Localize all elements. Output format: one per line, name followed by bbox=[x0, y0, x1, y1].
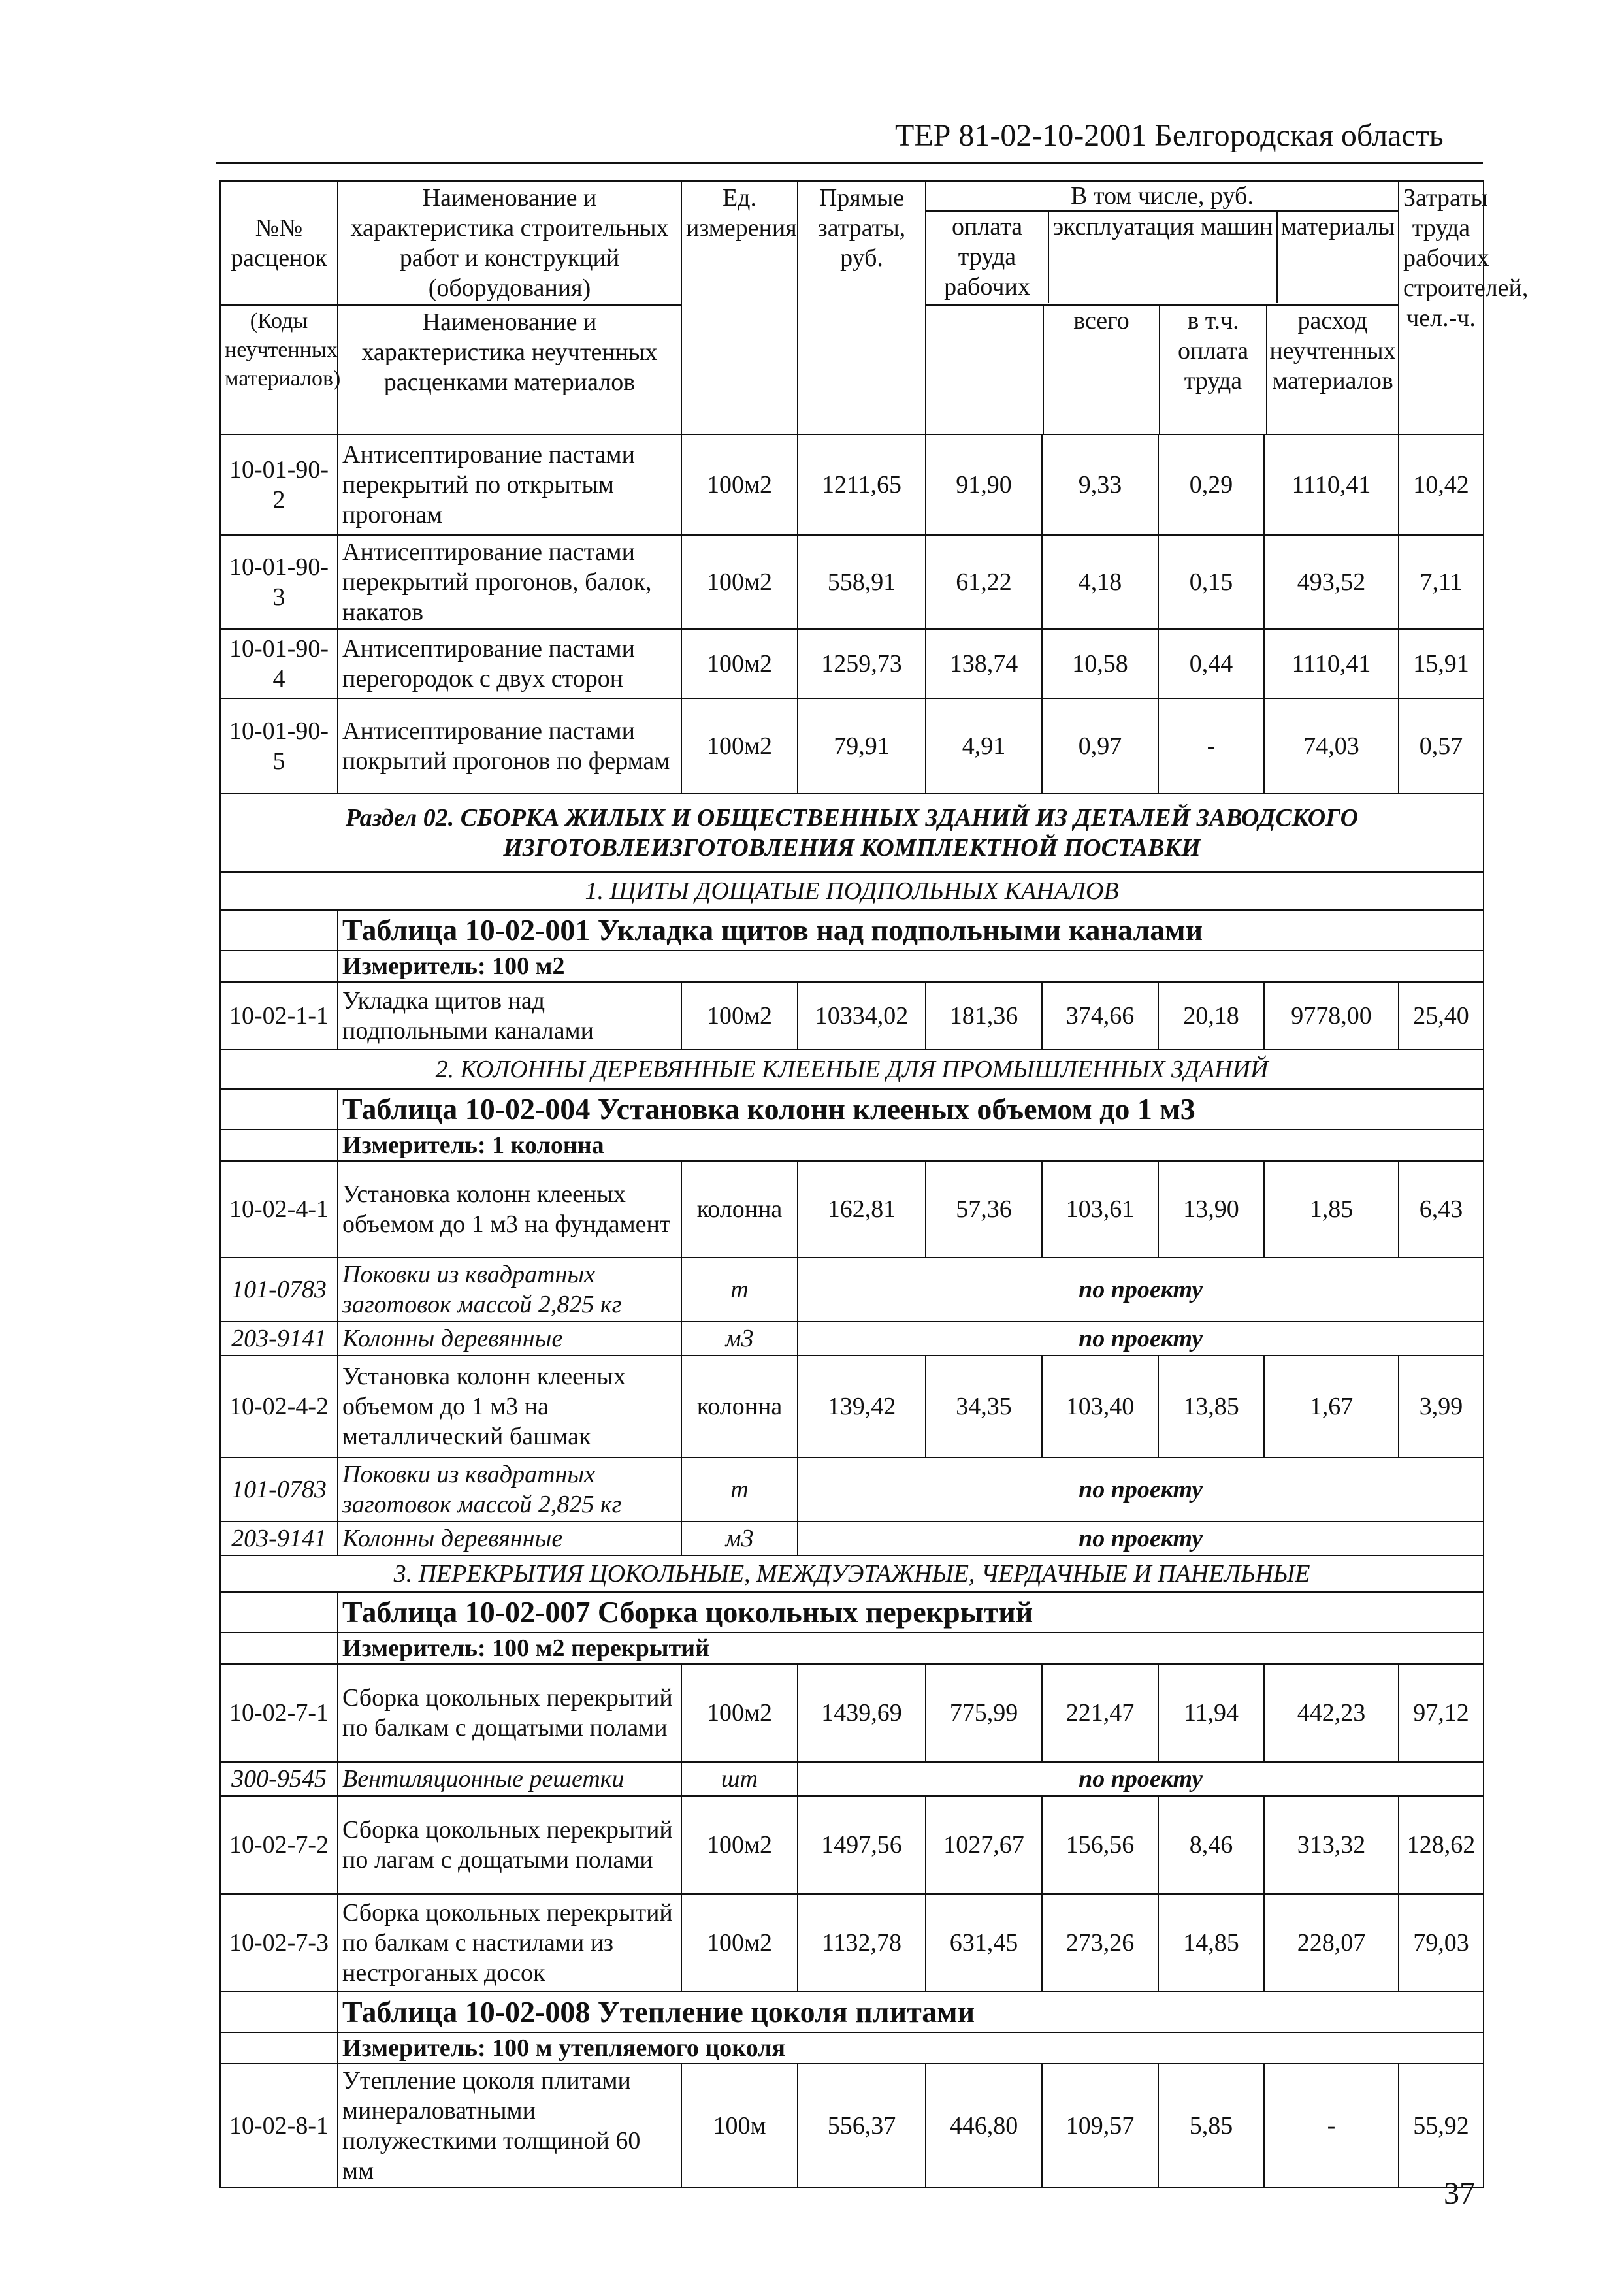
header-rule bbox=[216, 162, 1483, 164]
table-row bbox=[220, 982, 1484, 1050]
row-name: Антисептирование пастами перекрытий прогонов, балок, накатов bbox=[338, 535, 681, 629]
row-unit: 100м2 bbox=[681, 698, 798, 794]
col-consumption: расход неучтенных материалов bbox=[1269, 307, 1396, 395]
col-materials: материалы bbox=[1280, 213, 1395, 240]
material-unit: м3 bbox=[681, 1521, 798, 1555]
row-machines: 103,61 bbox=[1042, 1161, 1158, 1258]
row-materials: 313,32 bbox=[1264, 1796, 1399, 1894]
material-name: Поковки из квадратных заготовок массой 2,825 кг bbox=[338, 1258, 681, 1322]
row-name: Антисептирование пастами покрытий прогонов по фермам bbox=[338, 698, 681, 794]
row-machines: 156,56 bbox=[1042, 1796, 1158, 1894]
row-unit: 100м bbox=[681, 2064, 798, 2188]
table-row bbox=[220, 1161, 1484, 1258]
table-row bbox=[220, 698, 1484, 794]
row-machines-wage: 0,29 bbox=[1158, 434, 1264, 535]
row-name: Укладка щитов над подпольными каналами bbox=[338, 982, 681, 1050]
col-name: Наименование и характеристика строительных работ и конструкций (оборудования) bbox=[338, 181, 681, 305]
material-code: 203-9141 bbox=[220, 1322, 338, 1356]
row-machines-wage: 0,44 bbox=[1158, 629, 1264, 698]
material-note: по проекту bbox=[798, 1258, 1484, 1322]
col-included-group bbox=[926, 181, 1399, 305]
row-direct: 1497,56 bbox=[798, 1796, 926, 1894]
material-unit: м3 bbox=[681, 1322, 798, 1356]
col-code: №№ расценок bbox=[220, 181, 338, 305]
row-wage: 181,36 bbox=[926, 982, 1042, 1050]
row-code: 10-02-4-1 bbox=[220, 1161, 338, 1258]
measure-unit: Измеритель: 100 м2 bbox=[338, 951, 1484, 982]
row-labor: 97,12 bbox=[1399, 1664, 1484, 1762]
material-code: 300-9545 bbox=[220, 1762, 338, 1796]
material-row bbox=[220, 1521, 1484, 1555]
row-machines: 273,26 bbox=[1042, 1894, 1158, 1992]
table-row bbox=[220, 1356, 1484, 1457]
table-row bbox=[220, 2064, 1484, 2188]
row-machines: 9,33 bbox=[1042, 434, 1158, 535]
col-direct: Прямые затраты, руб. bbox=[798, 181, 926, 434]
row-direct: 558,91 bbox=[798, 535, 926, 629]
table-title: Таблица 10-02-007 Сборка цокольных перекрытий bbox=[338, 1592, 1484, 1633]
row-materials: 1,85 bbox=[1264, 1161, 1399, 1258]
row-machines-wage: 11,94 bbox=[1158, 1664, 1264, 1762]
row-materials: 9778,00 bbox=[1264, 982, 1399, 1050]
row-materials: 228,07 bbox=[1264, 1894, 1399, 1992]
row-code: 10-01-90-3 bbox=[220, 535, 338, 629]
measure-unit: Измеритель: 100 м2 перекрытий bbox=[338, 1633, 1484, 1664]
col-code-2: (Коды неучтенных материалов) bbox=[220, 305, 338, 434]
col-labor: Затраты труда рабочих строителей, чел.-ч. bbox=[1399, 181, 1484, 434]
material-name: Колонны деревянные bbox=[338, 1322, 681, 1356]
row-machines-wage: - bbox=[1158, 698, 1264, 794]
row-machines-wage: 20,18 bbox=[1158, 982, 1264, 1050]
row-wage: 775,99 bbox=[926, 1664, 1042, 1762]
col-total: всего bbox=[1044, 306, 1160, 434]
row-labor: 7,11 bbox=[1399, 535, 1484, 629]
section-title: Раздел 02. СБОРКА ЖИЛЫХ И ОБЩЕСТВЕННЫХ ЗДАНИЙ ИЗ ДЕТАЛЕЙ ЗАВОДСКОГО ИЗГОТОВЛЕИЗГОТОВЛЕНИЯ КОМПЛЕКТНОЙ ПОСТАВКИ bbox=[220, 794, 1484, 872]
row-direct: 1259,73 bbox=[798, 629, 926, 698]
col-wage: оплата труда рабочих bbox=[926, 212, 1049, 303]
row-labor: 0,57 bbox=[1399, 698, 1484, 794]
row-machines-wage: 13,90 bbox=[1158, 1161, 1264, 1258]
row-code: 10-02-7-2 bbox=[220, 1796, 338, 1894]
row-labor: 55,92 bbox=[1399, 2064, 1484, 2188]
row-machines: 4,18 bbox=[1042, 535, 1158, 629]
row-name: Сборка цокольных перекрытий по балкам с настилами из нестроганых досок bbox=[338, 1894, 681, 1992]
table-row bbox=[220, 535, 1484, 629]
material-unit: т bbox=[681, 1258, 798, 1322]
row-wage: 91,90 bbox=[926, 434, 1042, 535]
row-labor: 15,91 bbox=[1399, 629, 1484, 698]
row-direct: 1132,78 bbox=[798, 1894, 926, 1992]
document-header: ТЕР 81-02-10-2001 Белгородская область bbox=[895, 118, 1444, 153]
row-code: 10-02-7-1 bbox=[220, 1664, 338, 1762]
row-direct: 79,91 bbox=[798, 698, 926, 794]
row-name: Сборка цокольных перекрытий по лагам с дощатыми полами bbox=[338, 1796, 681, 1894]
table-title: Таблица 10-02-004 Установка колонн клееных объемом до 1 м3 bbox=[338, 1089, 1484, 1130]
row-direct: 139,42 bbox=[798, 1356, 926, 1457]
row-wage: 61,22 bbox=[926, 535, 1042, 629]
row-wage: 34,35 bbox=[926, 1356, 1042, 1457]
col-included: В том числе, руб. bbox=[926, 182, 1398, 212]
row-code: 10-01-90-2 bbox=[220, 434, 338, 535]
material-note: по проекту bbox=[798, 1762, 1484, 1796]
material-row bbox=[220, 1457, 1484, 1521]
row-unit: 100м2 bbox=[681, 1894, 798, 1992]
row-name: Антисептирование пастами перекрытий по открытым прогонам bbox=[338, 434, 681, 535]
row-unit: 100м2 bbox=[681, 1796, 798, 1894]
row-labor: 79,03 bbox=[1399, 1894, 1484, 1992]
row-name: Утепление цоколя плитами минераловатными полужесткими толщиной 60 мм bbox=[338, 2064, 681, 2188]
row-labor: 25,40 bbox=[1399, 982, 1484, 1050]
row-materials: 1110,41 bbox=[1264, 434, 1399, 535]
row-materials: 1110,41 bbox=[1264, 629, 1399, 698]
row-unit: колонна bbox=[681, 1356, 798, 1457]
row-direct: 162,81 bbox=[798, 1161, 926, 1258]
row-machines: 374,66 bbox=[1042, 982, 1158, 1050]
material-note: по проекту bbox=[798, 1322, 1484, 1356]
row-machines: 221,47 bbox=[1042, 1664, 1158, 1762]
material-note: по проекту bbox=[798, 1457, 1484, 1521]
material-name: Вентиляционные решетки bbox=[338, 1762, 681, 1796]
row-machines: 103,40 bbox=[1042, 1356, 1158, 1457]
row-machines: 109,57 bbox=[1042, 2064, 1158, 2188]
col-incl-wage: в т.ч. оплата труда bbox=[1160, 306, 1267, 434]
row-name: Установка колонн клееных объемом до 1 м3 на металлический башмак bbox=[338, 1356, 681, 1457]
table-row bbox=[220, 1894, 1484, 1992]
row-machines: 10,58 bbox=[1042, 629, 1158, 698]
row-materials: - bbox=[1264, 2064, 1399, 2188]
subsection-title: 1. ЩИТЫ ДОЩАТЫЕ ПОДПОЛЬНЫХ КАНАЛОВ bbox=[220, 872, 1484, 910]
row-machines: 0,97 bbox=[1042, 698, 1158, 794]
material-row bbox=[220, 1322, 1484, 1356]
material-code: 203-9141 bbox=[220, 1521, 338, 1555]
row-code: 10-02-8-1 bbox=[220, 2064, 338, 2188]
table-row bbox=[220, 629, 1484, 698]
col-unit: Ед. измерения bbox=[681, 181, 798, 434]
row-name: Сборка цокольных перекрытий по балкам с дощатыми полами bbox=[338, 1664, 681, 1762]
row-labor: 128,62 bbox=[1399, 1796, 1484, 1894]
row-unit: 100м2 bbox=[681, 1664, 798, 1762]
subsection-title: 2. КОЛОННЫ ДЕРЕВЯННЫЕ КЛЕЕНЫЕ ДЛЯ ПРОМЫШЛЕННЫХ ЗДАНИЙ bbox=[220, 1050, 1484, 1089]
table-row bbox=[220, 1796, 1484, 1894]
row-wage: 1027,67 bbox=[926, 1796, 1042, 1894]
row-direct: 556,37 bbox=[798, 2064, 926, 2188]
material-name: Поковки из квадратных заготовок массой 2,825 кг bbox=[338, 1457, 681, 1521]
material-row bbox=[220, 1762, 1484, 1796]
row-code: 10-02-1-1 bbox=[220, 982, 338, 1050]
row-code: 10-01-90-4 bbox=[220, 629, 338, 698]
row-direct: 10334,02 bbox=[798, 982, 926, 1050]
col-machines: эксплуатация машин bbox=[1049, 212, 1278, 303]
page-number: 37 bbox=[1444, 2176, 1475, 2211]
row-materials: 493,52 bbox=[1264, 535, 1399, 629]
measure-unit: Измеритель: 100 м утепляемого цоколя bbox=[338, 2032, 1484, 2064]
table-row bbox=[220, 1664, 1484, 1762]
material-note: по проекту bbox=[798, 1521, 1484, 1555]
row-machines-wage: 8,46 bbox=[1158, 1796, 1264, 1894]
row-name: Антисептирование пастами перегородок с двух сторон bbox=[338, 629, 681, 698]
row-name: Установка колонн клееных объемом до 1 м3 на фундамент bbox=[338, 1161, 681, 1258]
table-title: Таблица 10-02-008 Утепление цоколя плитами bbox=[338, 1992, 1484, 2032]
row-wage: 57,36 bbox=[926, 1161, 1042, 1258]
row-materials: 1,67 bbox=[1264, 1356, 1399, 1457]
row-code: 10-01-90-5 bbox=[220, 698, 338, 794]
row-machines-wage: 13,85 bbox=[1158, 1356, 1264, 1457]
material-unit: шт bbox=[681, 1762, 798, 1796]
row-unit: 100м2 bbox=[681, 629, 798, 698]
row-wage: 631,45 bbox=[926, 1894, 1042, 1992]
row-wage: 138,74 bbox=[926, 629, 1042, 698]
table-row bbox=[220, 434, 1484, 535]
row-labor: 3,99 bbox=[1399, 1356, 1484, 1457]
col-sub-group bbox=[926, 305, 1399, 434]
row-direct: 1439,69 bbox=[798, 1664, 926, 1762]
row-machines-wage: 5,85 bbox=[1158, 2064, 1264, 2188]
measure-unit: Измеритель: 1 колонна bbox=[338, 1130, 1484, 1161]
row-materials: 74,03 bbox=[1264, 698, 1399, 794]
material-unit: т bbox=[681, 1457, 798, 1521]
row-wage: 446,80 bbox=[926, 2064, 1042, 2188]
material-name: Колонны деревянные bbox=[338, 1521, 681, 1555]
table-title: Таблица 10-02-001 Укладка щитов над подпольными каналами bbox=[338, 910, 1484, 951]
material-row bbox=[220, 1258, 1484, 1322]
subsection-title: 3. ПЕРЕКРЫТИЯ ЦОКОЛЬНЫЕ, МЕЖДУЭТАЖНЫЕ, ЧЕРДАЧНЫЕ И ПАНЕЛЬНЫЕ bbox=[220, 1555, 1484, 1592]
material-code: 101-0783 bbox=[220, 1457, 338, 1521]
row-unit: колонна bbox=[681, 1161, 798, 1258]
row-unit: 100м2 bbox=[681, 535, 798, 629]
rates-table bbox=[219, 180, 1529, 2188]
row-code: 10-02-4-2 bbox=[220, 1356, 338, 1457]
row-machines-wage: 14,85 bbox=[1158, 1894, 1264, 1992]
row-materials: 442,23 bbox=[1264, 1664, 1399, 1762]
row-code: 10-02-7-3 bbox=[220, 1894, 338, 1992]
col-name-2: Наименование и характеристика неучтенных расценками материалов bbox=[338, 305, 681, 434]
row-labor: 10,42 bbox=[1399, 434, 1484, 535]
row-unit: 100м2 bbox=[681, 982, 798, 1050]
row-machines-wage: 0,15 bbox=[1158, 535, 1264, 629]
row-direct: 1211,65 bbox=[798, 434, 926, 535]
material-code: 101-0783 bbox=[220, 1258, 338, 1322]
row-unit: 100м2 bbox=[681, 434, 798, 535]
row-wage: 4,91 bbox=[926, 698, 1042, 794]
row-labor: 6,43 bbox=[1399, 1161, 1484, 1258]
